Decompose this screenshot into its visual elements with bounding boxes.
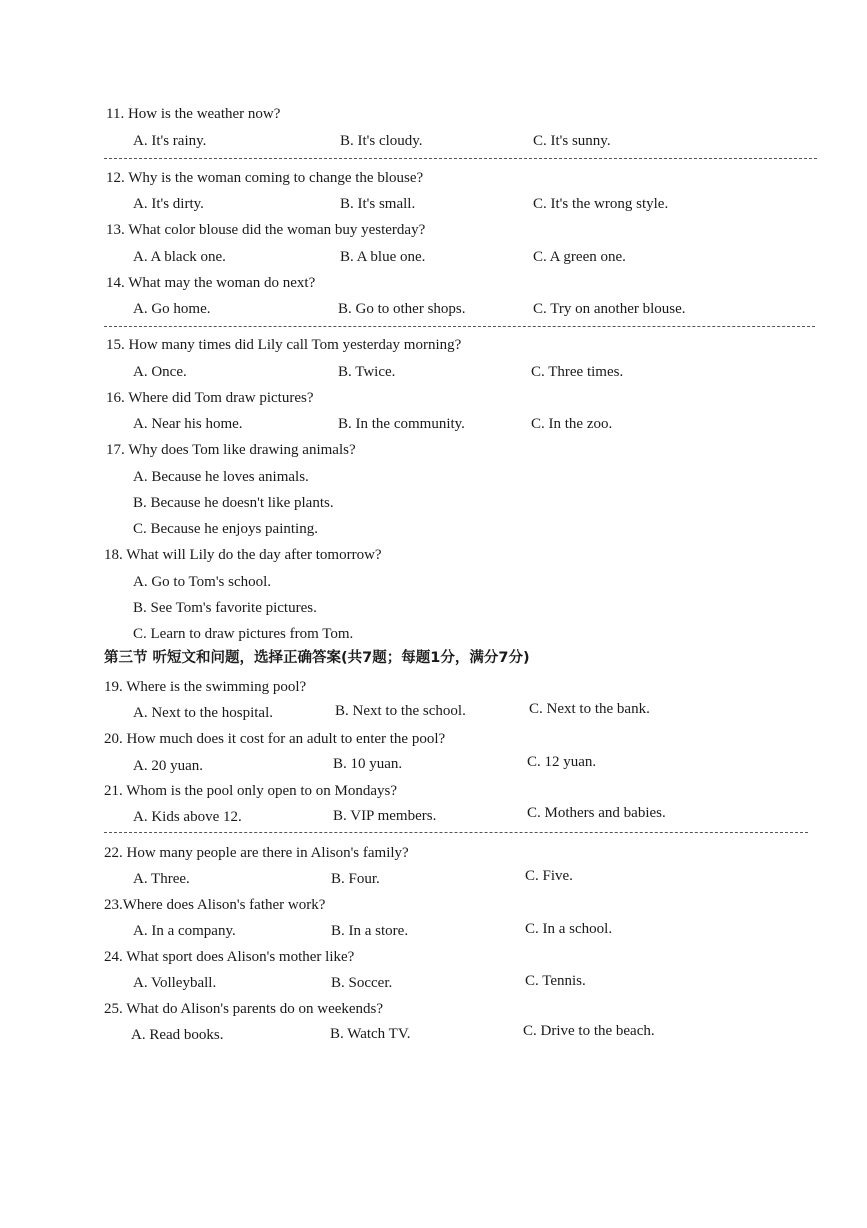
question-12: 12. Why is the woman coming to change the blouse?: [106, 170, 424, 186]
q11-option-a[interactable]: A. It's rainy.: [133, 133, 207, 149]
q23-option-b[interactable]: B. In a store.: [331, 923, 409, 939]
q13-option-b[interactable]: B. A blue one.: [340, 249, 426, 265]
question-15: 15. How many times did Lily call Tom yesterday morning?: [106, 337, 462, 353]
q18-option-b[interactable]: B. See Tom's favorite pictures.: [133, 600, 317, 616]
q25-option-c[interactable]: C. Drive to the beach.: [523, 1023, 655, 1039]
section-divider: [104, 326, 815, 327]
q25-option-b[interactable]: B. Watch TV.: [330, 1026, 411, 1042]
question-20: 20. How much does it cost for an adult to enter the pool?: [104, 731, 446, 747]
q11-option-b[interactable]: B. It's cloudy.: [340, 133, 423, 149]
q16-option-b[interactable]: B. In the community.: [338, 416, 465, 432]
question-17: 17. Why does Tom like drawing animals?: [106, 442, 356, 458]
q14-option-b[interactable]: B. Go to other shops.: [338, 301, 466, 317]
question-23: 23.Where does Alison's father work?: [104, 897, 326, 913]
question-16: 16. Where did Tom draw pictures?: [106, 390, 314, 406]
q23-option-a[interactable]: A. In a company.: [133, 923, 236, 939]
q16-option-a[interactable]: A. Near his home.: [133, 416, 243, 432]
q12-option-b[interactable]: B. It's small.: [340, 196, 416, 212]
q12-option-a[interactable]: A. It's dirty.: [133, 196, 204, 212]
q19-option-a[interactable]: A. Next to the hospital.: [133, 705, 273, 721]
q18-option-a[interactable]: A. Go to Tom's school.: [133, 574, 272, 590]
q18-option-c[interactable]: C. Learn to draw pictures from Tom.: [133, 626, 354, 642]
question-25: 25. What do Alison's parents do on weekends?: [104, 1001, 384, 1017]
q24-option-c[interactable]: C. Tennis.: [525, 973, 586, 989]
question-22: 22. How many people are there in Alison's family?: [104, 845, 409, 861]
question-11: 11. How is the weather now?: [106, 106, 281, 122]
q19-option-c[interactable]: C. Next to the bank.: [529, 701, 650, 717]
q11-option-c[interactable]: C. It's sunny.: [533, 133, 611, 149]
q20-option-c[interactable]: C. 12 yuan.: [527, 754, 597, 770]
question-24: 24. What sport does Alison's mother like?: [104, 949, 355, 965]
q15-option-b[interactable]: B. Twice.: [338, 364, 396, 380]
q23-option-c[interactable]: C. In a school.: [525, 921, 613, 937]
q19-option-b[interactable]: B. Next to the school.: [335, 703, 466, 719]
q22-option-b[interactable]: B. Four.: [331, 871, 380, 887]
q17-option-c[interactable]: C. Because he enjoys painting.: [133, 521, 318, 537]
q20-option-b[interactable]: B. 10 yuan.: [333, 756, 403, 772]
q22-option-c[interactable]: C. Five.: [525, 868, 573, 884]
q17-option-b[interactable]: B. Because he doesn't like plants.: [133, 495, 334, 511]
q20-option-a[interactable]: A. 20 yuan.: [133, 758, 203, 774]
q13-option-c[interactable]: C. A green one.: [533, 249, 626, 265]
q14-option-a[interactable]: A. Go home.: [133, 301, 211, 317]
section-3-heading: 第三节 听短文和问题，选择正确答案(共7题；每题1分，满分7分): [104, 650, 530, 666]
q21-option-b[interactable]: B. VIP members.: [333, 808, 437, 824]
question-21: 21. Whom is the pool only open to on Mondays?: [104, 783, 398, 799]
q25-option-a[interactable]: A. Read books.: [131, 1027, 224, 1043]
q21-option-a[interactable]: A. Kids above 12.: [133, 809, 242, 825]
section-divider: [104, 832, 808, 833]
q21-option-c[interactable]: C. Mothers and babies.: [527, 805, 666, 821]
q15-option-a[interactable]: A. Once.: [133, 364, 187, 380]
q15-option-c[interactable]: C. Three times.: [531, 364, 624, 380]
q14-option-c[interactable]: C. Try on another blouse.: [533, 301, 686, 317]
q12-option-c[interactable]: C. It's the wrong style.: [533, 196, 669, 212]
q24-option-a[interactable]: A. Volleyball.: [133, 975, 217, 991]
q16-option-c[interactable]: C. In the zoo.: [531, 416, 613, 432]
section-divider: [104, 158, 817, 159]
q17-option-a[interactable]: A. Because he loves animals.: [133, 469, 309, 485]
q13-option-a[interactable]: A. A black one.: [133, 249, 226, 265]
question-13: 13. What color blouse did the woman buy yesterday?: [106, 222, 426, 238]
question-14: 14. What may the woman do next?: [106, 275, 316, 291]
question-18: 18. What will Lily do the day after tomorrow?: [104, 547, 382, 563]
q24-option-b[interactable]: B. Soccer.: [331, 975, 393, 991]
question-19: 19. Where is the swimming pool?: [104, 679, 307, 695]
q22-option-a[interactable]: A. Three.: [133, 871, 190, 887]
